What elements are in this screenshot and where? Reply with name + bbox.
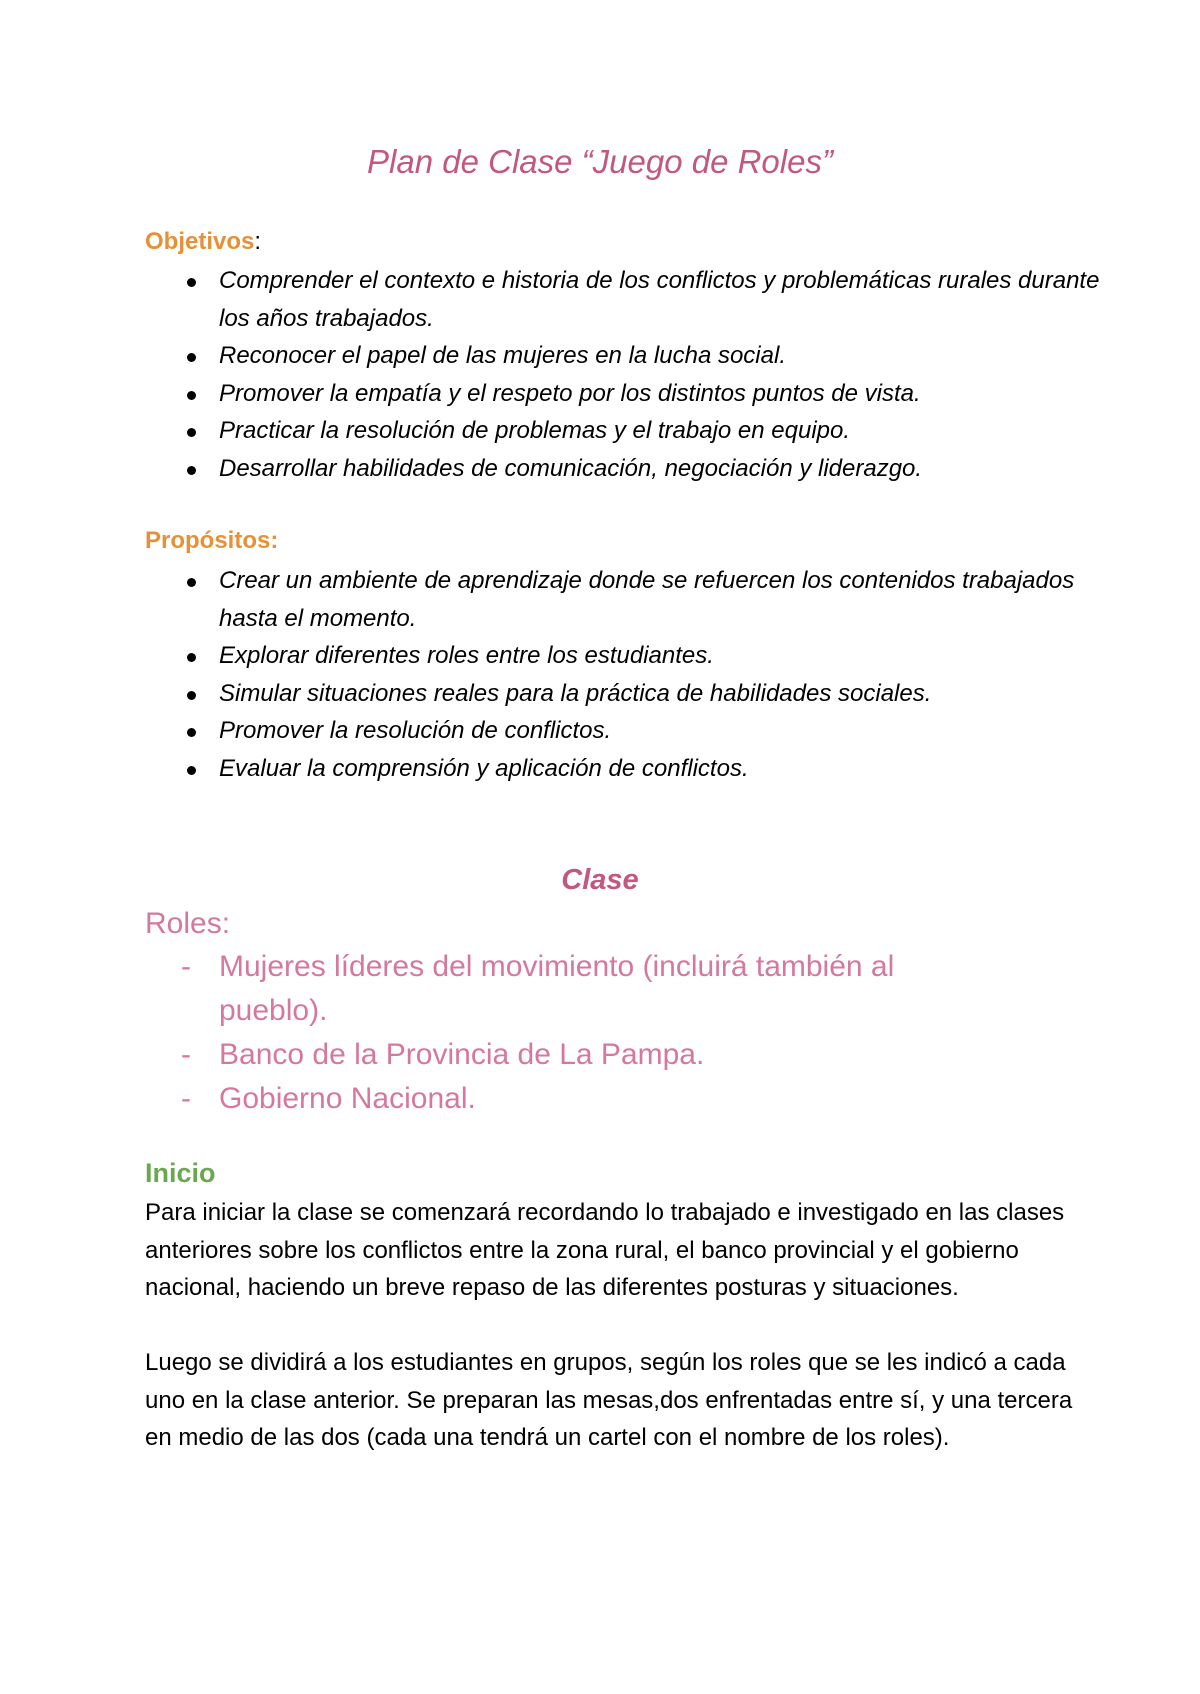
- page-title: Plan de Clase “Juego de Roles”: [367, 143, 833, 180]
- objetivos-item: [145, 337, 1105, 375]
- inicio-paragraph: Para iniciar la clase se comenzará recordando lo trabajado e investigado en las clases anteriores sobre los conflictos entre la zona rural, el banco provincial y el gobierno nacional, haciendo un breve repaso de las diferentes posturas y situaciones.: [145, 1199, 1065, 1301]
- role-item-text: Mujeres líderes del movimiento (incluirá también al pueblo).: [219, 950, 895, 1027]
- inicio-heading: Inicio: [145, 1158, 216, 1188]
- objetivos-item-text: Promover la empatía y el respeto por los distintos puntos de vista.: [219, 379, 921, 407]
- propositos-item: [145, 675, 1105, 713]
- objetivos-item-text: Desarrollar habilidades de comunicación, negociación y liderazgo.: [219, 454, 923, 482]
- bullet-dot-icon: [187, 766, 196, 775]
- bullet-dot-icon: [187, 653, 196, 662]
- propositos-heading: Propósitos:: [145, 527, 279, 554]
- bullet-dot-icon: [187, 278, 196, 287]
- objetivos-heading: [145, 227, 261, 257]
- propositos-item-text: Crear un ambiente de aprendizaje donde se refuercen los contenidos trabajados hasta el momento.: [219, 567, 1075, 632]
- propositos-item: [145, 750, 1105, 788]
- role-item: [145, 945, 1005, 1033]
- propositos-item-text: Explorar diferentes roles entre los estudiantes.: [219, 642, 714, 669]
- dash-marker: -: [181, 1082, 191, 1115]
- objetivos-item-text: Comprender el contexto e historia de los conflictos y problemáticas rurales durante los años trabajados.: [219, 267, 1100, 332]
- objetivos-list: [145, 262, 1105, 487]
- objetivos-item-text: Reconocer el papel de las mujeres en la lucha social.: [219, 342, 786, 369]
- propositos-item: [145, 637, 1105, 675]
- bullet-dot-icon: [187, 428, 196, 437]
- objetivos-item: [145, 412, 1105, 450]
- propositos-item-text: Evaluar la comprensión y aplicación de conflictos.: [219, 754, 749, 782]
- propositos-item-text: Promover la resolución de conflictos.: [219, 717, 612, 744]
- role-item-text: Gobierno Nacional.: [219, 1082, 476, 1115]
- dash-marker: -: [181, 950, 191, 983]
- bullet-dot-icon: [187, 466, 196, 475]
- objetivos-heading-colon: :: [254, 228, 262, 255]
- clase-heading: Clase: [561, 864, 639, 896]
- role-item-text: Banco de la Provincia de La Pampa.: [219, 1038, 705, 1071]
- bullet-dot-icon: [187, 578, 196, 587]
- bullet-dot-icon: [187, 391, 196, 400]
- roles-list: [145, 945, 1005, 1121]
- propositos-list: [145, 562, 1105, 787]
- roles-label: Roles:: [145, 907, 231, 940]
- objetivos-item: [145, 262, 1105, 337]
- bullet-dot-icon: [187, 728, 196, 737]
- propositos-item: [145, 712, 1105, 750]
- objetivos-item: [145, 450, 1105, 488]
- propositos-item-text: Simular situaciones reales para la práctica de habilidades sociales.: [219, 679, 932, 707]
- propositos-item: [145, 562, 1105, 637]
- dash-marker: -: [181, 1038, 191, 1071]
- bullet-dot-icon: [187, 353, 196, 362]
- objetivos-item: [145, 375, 1105, 413]
- bullet-dot-icon: [187, 691, 196, 700]
- objetivos-item-text: Practicar la resolución de problemas y el trabajo en equipo.: [219, 417, 851, 444]
- inicio-paragraph: Luego se dividirá a los estudiantes en grupos, según los roles que se les indicó a cada uno en la clase anterior. Se preparan las mesas,dos enfrentadas entre sí, y una tercera en medio de las dos (cada una tendrá un cartel con el nombre de los roles).: [145, 1349, 1073, 1451]
- objetivos-heading-label: Objetivos: [145, 228, 255, 255]
- role-item: [145, 1033, 1005, 1077]
- role-item: [145, 1077, 1005, 1121]
